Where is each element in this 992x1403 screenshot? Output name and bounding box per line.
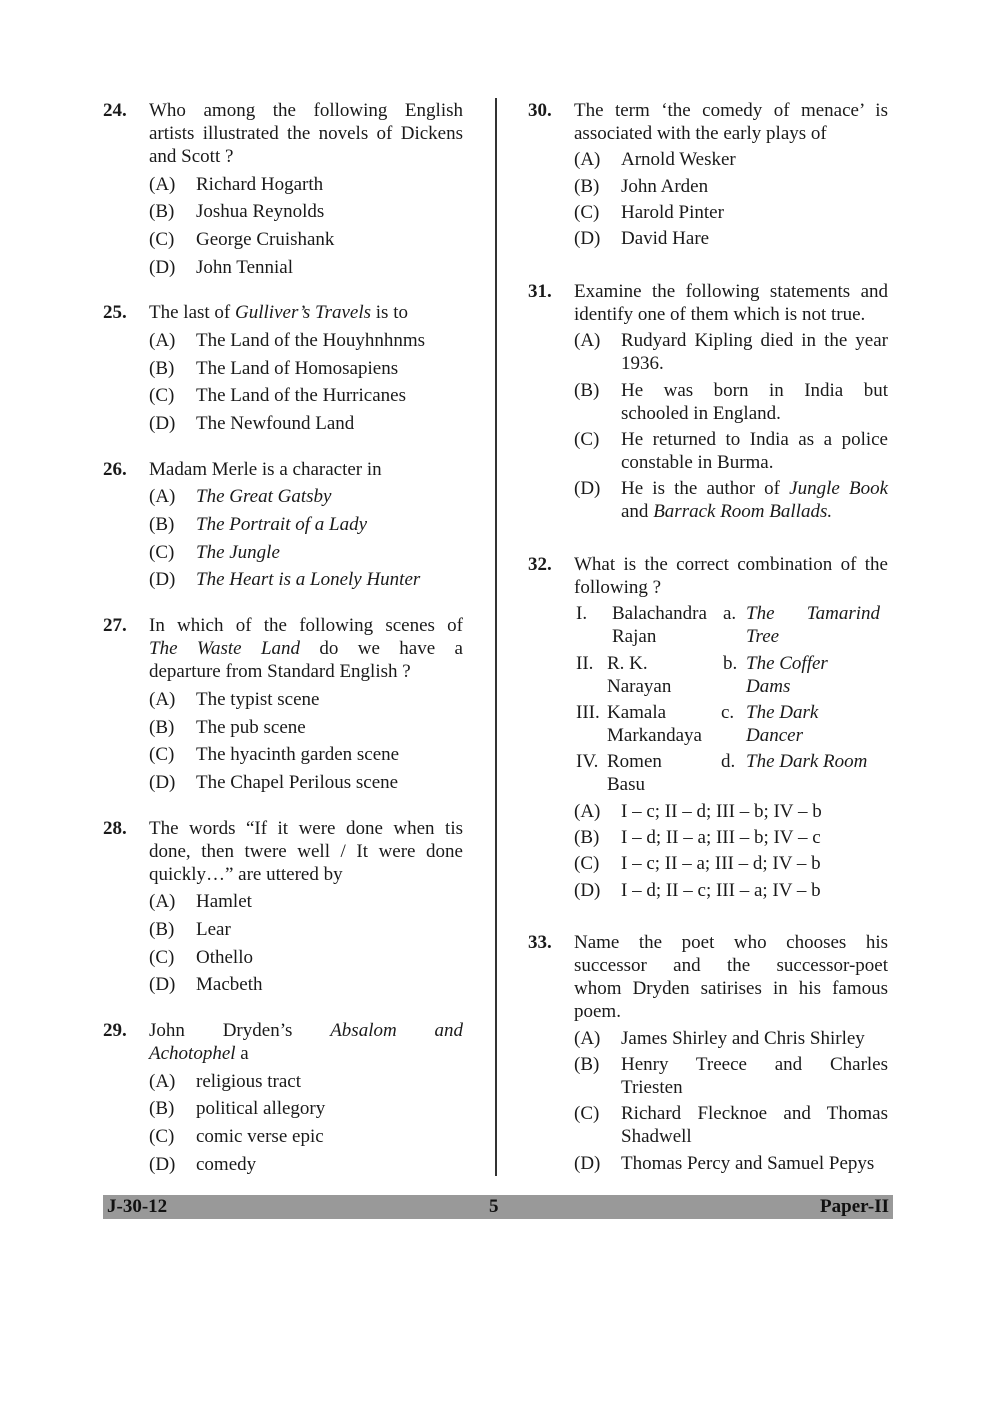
option-text-line: schooled in England. [621, 403, 781, 424]
option-text: The typist scene [196, 689, 320, 710]
option-text: Harold Pinter [621, 202, 724, 223]
option-label: (D) [574, 1153, 601, 1174]
option-label: (D) [574, 880, 601, 901]
question-stem [149, 301, 463, 324]
list-ii-item: Tree [746, 626, 780, 647]
option-text-line: James Shirley and Chris Shirley [621, 1028, 865, 1049]
option-text: David Hare [621, 228, 710, 249]
question-number: 30. [528, 100, 552, 121]
page-footer [103, 1195, 893, 1219]
option-text-line [621, 477, 888, 500]
option-label: (D) [149, 257, 176, 278]
option-text: The Land of Homosapiens [196, 358, 399, 379]
option-label: (A) [574, 330, 601, 351]
option-label: (C) [574, 202, 600, 223]
list-ii-item: The Tamarind [746, 603, 880, 624]
list-ii-label: a. [723, 603, 737, 624]
option-label: (B) [149, 717, 175, 738]
question-stem-line: Who among the following English [149, 100, 463, 121]
option-text: Macbeth [196, 974, 263, 995]
list-ii-label: c. [721, 702, 735, 723]
question-number: 28. [103, 818, 127, 839]
option-text: I – c; II – a; III – d; IV – b [621, 853, 821, 874]
question-stem: Madam Merle is a character in [149, 459, 382, 480]
page-number: 5 [489, 1196, 499, 1217]
option-text: The Land of the Hurricanes [196, 385, 406, 406]
option-text: Arnold Wesker [621, 149, 736, 170]
book-title: Barrack Room Ballads. [653, 501, 833, 522]
stem-text: is to [371, 302, 408, 323]
option-label: (B) [574, 1054, 600, 1075]
option-text: He is the author of [621, 478, 790, 499]
option-label: (B) [149, 514, 175, 535]
question-stem-line: The term ‘the comedy of menace’ is [574, 100, 888, 121]
option-text: John Tennial [196, 257, 294, 278]
option-label: (D) [574, 478, 601, 499]
option-label: (C) [149, 744, 175, 765]
stem-text: do we have a [300, 638, 463, 659]
question-stem-line: and Scott ? [149, 146, 234, 167]
stem-text: The last of [149, 302, 236, 323]
poem-title: Achotophel [149, 1043, 236, 1064]
option-text: The hyacinth garden scene [196, 744, 400, 765]
list-i-item: R. K. [607, 653, 648, 674]
list-ii-item: The Coffer [746, 653, 828, 674]
question-stem-line: Name the poet who chooses his [574, 932, 888, 953]
option-label: (A) [149, 1071, 176, 1092]
option-label: (C) [574, 429, 600, 450]
option-label: (D) [149, 974, 176, 995]
option-text: Joshua Reynolds [196, 201, 325, 222]
option-text: Lear [196, 919, 231, 940]
option-label: (A) [149, 486, 176, 507]
option-text: religious tract [196, 1071, 301, 1092]
option-text: I – d; II – a; III – b; IV – c [621, 827, 821, 848]
option-label: (A) [574, 1028, 601, 1049]
option-text-line: He was born in India but [621, 380, 888, 401]
option-label: (C) [149, 542, 175, 563]
option-text: The Portrait of a Lady [196, 514, 368, 535]
question-number: 33. [528, 932, 552, 953]
option-text: Othello [196, 947, 253, 968]
option-label: (C) [149, 947, 175, 968]
option-text: I – d; II – c; III – a; IV – b [621, 880, 821, 901]
option-text-line: Thomas Percy and Samuel Pepys [621, 1153, 875, 1174]
option-label: (A) [149, 689, 176, 710]
option-label: (D) [149, 569, 176, 590]
option-label: (B) [574, 827, 600, 848]
poem-title: Absalom and [330, 1020, 463, 1041]
question-number: 29. [103, 1020, 127, 1041]
question-number: 25. [103, 302, 127, 323]
option-text: Hamlet [196, 891, 252, 912]
option-text: John Arden [621, 176, 709, 197]
option-text-line [621, 500, 888, 523]
question-stem-line: associated with the early plays of [574, 123, 827, 144]
option-text: comedy [196, 1154, 257, 1175]
question-number: 26. [103, 459, 127, 480]
paper-label: Paper-II [820, 1196, 889, 1217]
list-ii-label: b. [723, 653, 738, 674]
list-ii-item: Dams [746, 676, 791, 697]
option-text: and [621, 501, 654, 522]
option-text-line: 1936. [621, 353, 664, 374]
option-text: The Jungle [196, 542, 280, 563]
list-i-item: Kamala [607, 702, 667, 723]
question-stem-line: identify one of them which is not true. [574, 304, 866, 325]
option-text-line: constable in Burma. [621, 452, 774, 473]
option-text-line: Triesten [621, 1077, 683, 1098]
list-i-item: Markandaya [607, 725, 702, 746]
option-label: (D) [574, 228, 601, 249]
option-text-line: Richard Flecknoe and Thomas [621, 1103, 888, 1124]
option-text: The Land of the Houyhnhnms [196, 330, 426, 351]
option-label: (B) [149, 358, 175, 379]
option-label: (D) [149, 413, 176, 434]
question-stem-line: artists illustrated the novels of Dickens [149, 123, 463, 144]
question-stem-line: done, then twere well / It were done [149, 841, 463, 862]
list-i-item: Balachandra [612, 603, 707, 624]
column-divider [495, 98, 497, 1176]
option-label: (D) [149, 1154, 176, 1175]
option-label: (C) [149, 385, 175, 406]
option-text: The Great Gatsby [196, 486, 332, 507]
question-number: 24. [103, 100, 127, 121]
option-text: The Heart is a Lonely Hunter [196, 569, 421, 590]
option-label: (C) [149, 229, 175, 250]
option-text-line: He returned to India as a police [621, 429, 888, 450]
question-stem-line: successor and the successor-poet [574, 955, 888, 976]
question-stem-line: quickly…” are uttered by [149, 864, 343, 885]
option-label: (A) [574, 801, 601, 822]
question-stem-line [149, 637, 463, 660]
list-i-item: Romen [607, 751, 662, 772]
option-text-line: Henry Treece and Charles [621, 1054, 888, 1075]
list-ii-item: Dancer [746, 725, 803, 746]
list-i-label: I. [576, 603, 588, 624]
option-label: (C) [574, 1103, 600, 1124]
question-stem-line: Examine the following statements and [574, 281, 888, 302]
option-label: (B) [149, 919, 175, 940]
option-label: (C) [149, 1126, 175, 1147]
question-stem-line: The words “If it were done when tis [149, 818, 463, 839]
list-i-item: Narayan [607, 676, 672, 697]
question-stem-line: In which of the following scenes of [149, 615, 463, 636]
option-label: (B) [574, 176, 600, 197]
option-label: (A) [149, 330, 176, 351]
book-title: Jungle Book [789, 478, 889, 499]
list-i-item: Basu [607, 774, 645, 795]
question-number: 31. [528, 281, 552, 302]
option-label: (C) [574, 853, 600, 874]
question-stem-line: poem. [574, 1001, 621, 1022]
option-label: (D) [149, 772, 176, 793]
question-number: 27. [103, 615, 127, 636]
list-i-label: II. [576, 653, 594, 674]
book-title: Gulliver’s Travels [235, 302, 372, 323]
question-stem-line: following ? [574, 577, 662, 598]
option-text: George Cruishank [196, 229, 335, 250]
option-text: The Chapel Perilous scene [196, 772, 399, 793]
list-ii-label: d. [721, 751, 736, 772]
list-i-item: Rajan [612, 626, 657, 647]
option-label: (A) [149, 174, 176, 195]
option-label: (B) [149, 1098, 175, 1119]
option-label: (A) [149, 891, 176, 912]
option-text: The pub scene [196, 717, 306, 738]
question-stem-line [149, 1019, 463, 1042]
question-stem-line: What is the correct combination of the [574, 554, 888, 575]
paper-code: J-30-12 [107, 1196, 168, 1217]
option-label: (B) [149, 201, 175, 222]
option-text: I – c; II – d; III – b; IV – b [621, 801, 822, 822]
question-stem-line [149, 1042, 463, 1065]
stem-text: John Dryden’s [149, 1020, 331, 1041]
list-i-label: IV. [576, 751, 599, 772]
question-stem-line: whom Dryden satirises in his famous [574, 978, 888, 999]
option-label: (A) [574, 149, 601, 170]
list-i-label: III. [576, 702, 600, 723]
poem-title: The Waste Land [149, 638, 301, 659]
stem-text: a [235, 1043, 249, 1064]
question-number: 32. [528, 554, 552, 575]
list-ii-item: The Dark Room [746, 751, 868, 772]
question-stem-line: departure from Standard English ? [149, 661, 411, 682]
option-text: Richard Hogarth [196, 174, 324, 195]
option-text: comic verse epic [196, 1126, 324, 1147]
option-text-line: Shadwell [621, 1126, 692, 1147]
option-text: The Newfound Land [196, 413, 355, 434]
option-text-line: Rudyard Kipling died in the year [621, 330, 888, 351]
option-text: political allegory [196, 1098, 326, 1119]
list-ii-item: The Dark [746, 702, 819, 723]
option-label: (B) [574, 380, 600, 401]
